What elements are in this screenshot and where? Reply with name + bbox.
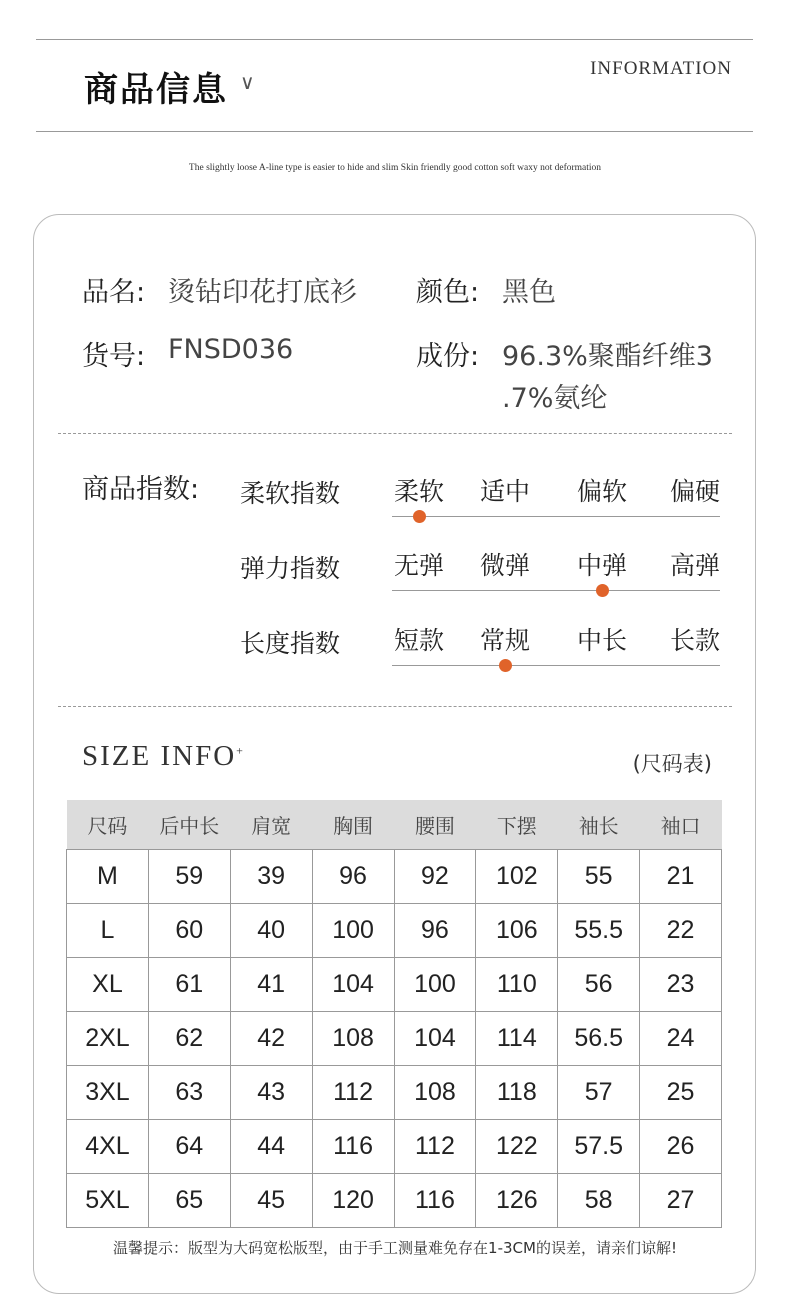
size-cell: XL (67, 958, 149, 1012)
index-marker (499, 659, 512, 672)
size-cell: M (67, 850, 149, 904)
softness-option: 偏硬 (669, 477, 720, 506)
softness-option: 适中 (479, 477, 530, 506)
column-header: 袖口 (640, 800, 722, 850)
measurement-cell: 116 (394, 1174, 476, 1228)
measurement-cell: 25 (640, 1066, 722, 1120)
length-option: 短款 (393, 626, 444, 655)
measurement-cell: 24 (640, 1012, 722, 1066)
measurement-cell: 106 (476, 904, 558, 958)
size-info-title-text: SIZE INFO (82, 740, 237, 772)
size-info-title (82, 740, 245, 773)
divider (58, 433, 732, 434)
measurement-cell: 27 (640, 1174, 722, 1228)
section-title-en: INFORMATION (590, 58, 732, 79)
measurement-cell: 122 (476, 1120, 558, 1174)
sku-value: FNSD036 (168, 334, 294, 365)
tagline: The slightly loose A-line type is easier to hide and slim Skin friendly good cotton soft waxy not deformation (188, 163, 602, 173)
measurement-cell: 108 (312, 1012, 394, 1066)
measurement-cell: 64 (148, 1120, 230, 1174)
measurement-cell: 92 (394, 850, 476, 904)
size-table (66, 800, 722, 1228)
softness-index-label: 柔软指数 (240, 479, 341, 508)
measurement-cell: 110 (476, 958, 558, 1012)
color-label: 颜色: (416, 277, 480, 308)
measurement-cell: 23 (640, 958, 722, 1012)
softness-track (392, 516, 720, 517)
measurement-cell: 100 (394, 958, 476, 1012)
measurement-cell: 116 (312, 1120, 394, 1174)
column-header: 后中长 (148, 800, 230, 850)
column-header: 尺码 (67, 800, 149, 850)
size-chart-subtitle: (尺码表) (632, 752, 712, 776)
measurement-cell: 65 (148, 1174, 230, 1228)
composition-value-line1: 96.3%聚酯纤维3 (502, 341, 713, 372)
sku-label: 货号: (82, 341, 146, 372)
measurement-cell: 22 (640, 904, 722, 958)
softness-option: 柔软 (393, 477, 444, 506)
elasticity-option: 中弹 (576, 551, 627, 580)
composition-value-line2: .7%氨纶 (502, 383, 608, 414)
measurement-cell: 96 (312, 850, 394, 904)
length-track (392, 665, 720, 666)
table-header-row (67, 800, 722, 850)
measurement-cell: 55 (558, 850, 640, 904)
measurement-cell: 112 (394, 1120, 476, 1174)
measurement-cell: 58 (558, 1174, 640, 1228)
table-row (67, 850, 722, 904)
measurement-cell: 104 (312, 958, 394, 1012)
measurement-cell: 100 (312, 904, 394, 958)
measurement-cell: 108 (394, 1066, 476, 1120)
header-bottom-rule (36, 131, 753, 132)
measurement-cell: 114 (476, 1012, 558, 1066)
indices-label: 商品指数: (82, 474, 200, 505)
measurement-cell: 21 (640, 850, 722, 904)
measurement-cell: 57.5 (558, 1120, 640, 1174)
measurement-note: 温馨提示：版型为大码宽松版型，由于手工测量难免存在1-3CM的误差，请亲们谅解! (113, 1239, 677, 1257)
measurement-cell: 55.5 (558, 904, 640, 958)
size-cell: L (67, 904, 149, 958)
size-table-body (67, 850, 722, 1228)
column-header: 肩宽 (230, 800, 312, 850)
size-cell: 5XL (67, 1174, 149, 1228)
column-header: 腰围 (394, 800, 476, 850)
measurement-cell: 59 (148, 850, 230, 904)
index-marker (596, 584, 609, 597)
color-value: 黑色 (502, 277, 556, 308)
measurement-cell: 43 (230, 1066, 312, 1120)
measurement-cell: 39 (230, 850, 312, 904)
measurement-cell: 45 (230, 1174, 312, 1228)
length-option: 常规 (479, 626, 530, 655)
elasticity-option: 无弹 (393, 551, 444, 580)
name-value: 烫钻印花打底衫 (168, 277, 357, 308)
measurement-cell: 26 (640, 1120, 722, 1174)
chevron-down-icon: ∨ (240, 70, 255, 94)
size-info-title-mark: + (236, 743, 245, 758)
composition-label: 成份: (416, 341, 480, 372)
table-row (67, 904, 722, 958)
elasticity-index-label: 弹力指数 (240, 554, 341, 583)
size-cell: 3XL (67, 1066, 149, 1120)
measurement-cell: 102 (476, 850, 558, 904)
table-row (67, 1174, 722, 1228)
length-option: 中长 (576, 626, 627, 655)
measurement-cell: 60 (148, 904, 230, 958)
measurement-cell: 120 (312, 1174, 394, 1228)
section-title: 商品信息 (84, 70, 228, 110)
size-cell: 4XL (67, 1120, 149, 1174)
measurement-cell: 56.5 (558, 1012, 640, 1066)
index-marker (413, 510, 426, 523)
measurement-cell: 63 (148, 1066, 230, 1120)
table-row (67, 1012, 722, 1066)
softness-option: 偏软 (576, 477, 627, 506)
measurement-cell: 57 (558, 1066, 640, 1120)
measurement-cell: 44 (230, 1120, 312, 1174)
measurement-cell: 118 (476, 1066, 558, 1120)
size-cell: 2XL (67, 1012, 149, 1066)
measurement-cell: 62 (148, 1012, 230, 1066)
measurement-cell: 104 (394, 1012, 476, 1066)
measurement-cell: 126 (476, 1174, 558, 1228)
length-option: 长款 (669, 626, 720, 655)
column-header: 袖长 (558, 800, 640, 850)
measurement-cell: 96 (394, 904, 476, 958)
elasticity-option: 微弹 (479, 551, 530, 580)
measurement-cell: 112 (312, 1066, 394, 1120)
measurement-cell: 56 (558, 958, 640, 1012)
table-row (67, 1066, 722, 1120)
table-row (67, 958, 722, 1012)
measurement-cell: 40 (230, 904, 312, 958)
header-top-rule (36, 39, 753, 40)
length-index-label: 长度指数 (240, 629, 341, 658)
column-header: 下摆 (476, 800, 558, 850)
column-header: 胸围 (312, 800, 394, 850)
elasticity-option: 高弹 (669, 551, 720, 580)
measurement-cell: 42 (230, 1012, 312, 1066)
divider (58, 706, 732, 707)
measurement-cell: 41 (230, 958, 312, 1012)
elasticity-track (392, 590, 720, 591)
measurement-cell: 61 (148, 958, 230, 1012)
table-row (67, 1120, 722, 1174)
name-label: 品名: (82, 277, 146, 308)
